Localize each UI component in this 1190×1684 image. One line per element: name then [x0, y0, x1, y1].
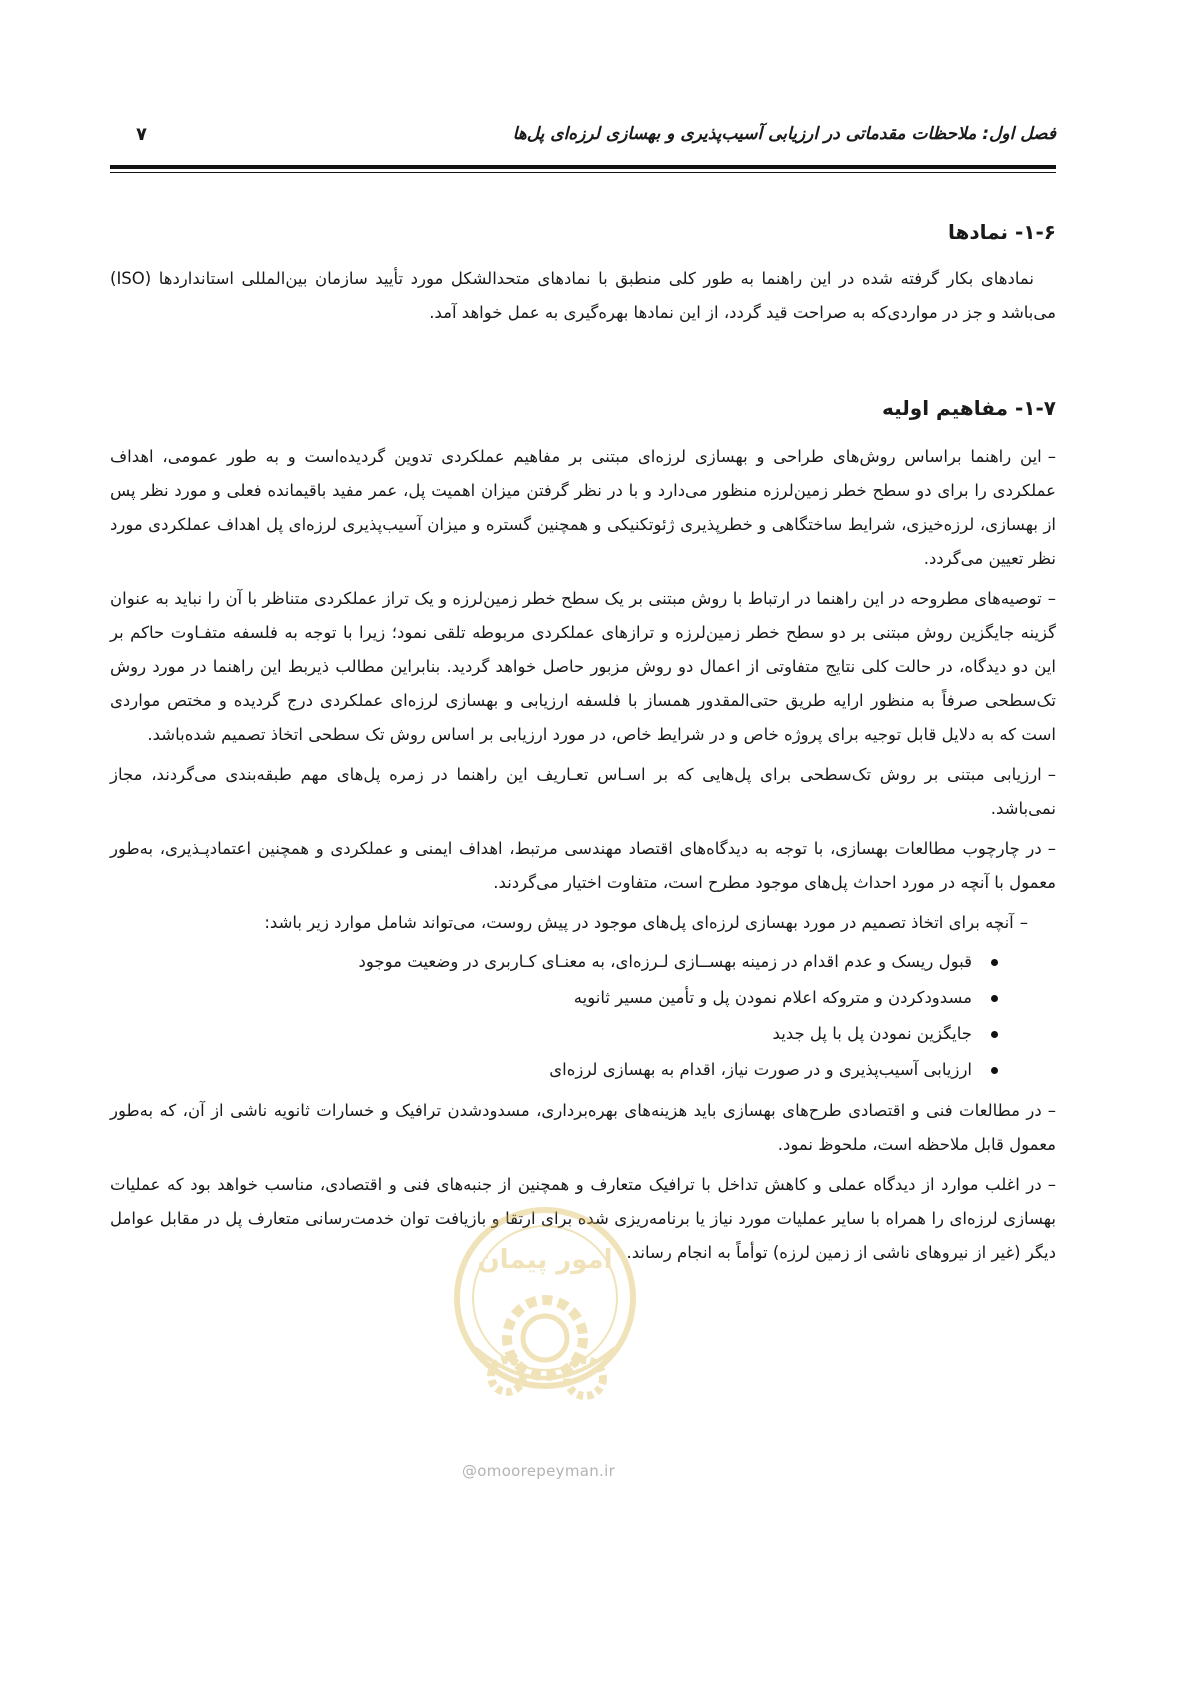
- dash-marker: –: [1047, 1101, 1056, 1120]
- list-item: [110, 980, 998, 1016]
- dash-marker: –: [1019, 913, 1028, 932]
- bullet-dot-icon: [991, 995, 998, 1002]
- paragraph-text: در مطالعات فنی و اقتصادی طرح‌های بهسازی باید هزینه‌های بهره‌برداری، مسدودشدن ترافیک و خسارات ثانویه ناشی از آن، که به‌طور معمول قابل ملاحظه است، ملحوظ نمود.: [110, 1101, 1056, 1154]
- paragraph-performance-objectives: [110, 440, 1056, 576]
- list-item: [110, 1052, 998, 1088]
- dash-marker: –: [1047, 765, 1056, 784]
- paragraph-important-bridges: [110, 758, 1056, 826]
- paragraph-text: در اغلب موارد از دیدگاه عملی و کاهش تداخل با ترافیک متعارف و همچنین از جنبه‌های فنی و اقتصادی، مناسب خواهد بود که عملیات بهسازی لرزه‌ای را همراه با سایر عملیات مورد نیاز یا برنامه‌ریزی شده برای ارتقا و بازیافت توان خدمت‌رسانی متعارف پل در مقابل عوامل دیگر (غیر از نیروهای ناشی از زمین لرزه) توأماً به انجام رساند.: [110, 1175, 1056, 1262]
- paragraph-text: در چارچوب مطالعات بهسازی، با توجه به دیدگاه‌های اقتصاد مهندسی مرتبط، اهداف ایمنی و عملکردی و همچنین اعتمادپـذیری، به‌طور معمول با آنچه در مورد احداث پل‌های موجود مطرح است، متفاوت اختیار می‌گردند.: [110, 839, 1056, 892]
- bullet-dot-icon: [991, 1031, 998, 1038]
- list-item-text: مسدودکردن و متروکه اعلام نمودن پل و تأمین مسیر ثانویه: [573, 988, 972, 1007]
- watermark-url: @omoorepeyman.ir: [462, 1462, 616, 1480]
- header-title: فصل اول: ملاحظات مقدماتی در ارزیابی آسیب‌پذیری و بهسازی لرزه‌ای پل‌ها: [512, 124, 1056, 144]
- dash-marker: –: [1047, 839, 1056, 858]
- paragraph-single-level-method: [110, 582, 1056, 752]
- header-rule-thin: [110, 172, 1056, 173]
- list-item-text: ارزیابی آسیب‌پذیری و در صورت نیاز، اقدام به بهسازی لرزه‌ای: [549, 1060, 972, 1079]
- list-item: [110, 1016, 998, 1052]
- watermark-seal-text: امور پیمان: [477, 1245, 613, 1275]
- paragraph-text: این راهنما براساس روش‌های طراحی و بهسازی لرزه‌ای مبتنی بر مفاهیم عملکردی تدوین گردیده‌است و به طور عمومی، اهداف عملکردی را برای دو سطح خطر زمین‌لرزه منظور می‌دارد و با در نظر گرفتن میزان اهمیت پل، عمر مفید باقیمانده فعلی و مورد نظر پس از بهسازی، لرزه‌خیزی، شرایط ساختگاهی و خطرپذیری ژئوتکنیکی و همچنین گستره و میزان آسیب‌پذیری لرزه‌ای پل اهداف عملکردی مورد نظر تعیین می‌گردد.: [110, 447, 1056, 568]
- section-heading-concepts: ۱-۷- مفاهیم اولیه: [881, 396, 1056, 420]
- section-heading-symbols: ۱-۶- نمادها: [947, 220, 1056, 244]
- page-number: ۷: [136, 124, 147, 145]
- body-text: [110, 212, 1056, 1270]
- list-introduction: [110, 906, 1056, 940]
- running-header: [110, 124, 1056, 154]
- paragraph-text: ارزیابی مبتنی بر روش تک‌سطحی برای پل‌هایی که بر اسـاس تعـاریف این راهنما در زمره پل‌های مهم طبقه‌بندی می‌گردند، مجاز نمی‌باشد.: [110, 765, 1056, 818]
- document-page: [110, 0, 1056, 1684]
- dash-marker: –: [1047, 589, 1056, 608]
- bullet-dot-icon: [991, 1067, 998, 1074]
- decision-options-list: [110, 944, 1056, 1088]
- list-item-text: قبول ریسک و عدم اقدام در زمینه بهســازی لـرزه‌ای، به معنـای کـاربری در وضعیت موجود: [358, 952, 972, 971]
- list-item: [110, 944, 998, 980]
- paragraph-text: آنچه برای اتخاذ تصمیم در مورد بهسازی لرزه‌ای پل‌های موجود در پیش روست، می‌تواند شامل موارد زیر باشد:: [264, 913, 1014, 932]
- paragraph-retrofit-framework: [110, 832, 1056, 900]
- header-rule-thick: [110, 165, 1056, 169]
- paragraph-economic-studies: [110, 1094, 1056, 1162]
- bullet-dot-icon: [991, 959, 998, 966]
- paragraph-text: توصیه‌های مطروحه در این راهنما در ارتباط با روش مبتنی بر یک سطح خطر زمین‌لرزه و یک تراز عملکردی متناظر با آن را نباید به عنوان گزینه جایگزین روش مبتنی بر دو سطح خطر زمین‌لرزه و ترازهای عملکردی مربوطه تلقی نمود؛ زیرا با توجه به فلسفه متفـاوت حاکم بر این دو دیدگاه، در حالت کلی نتایج متفاوتی از اعمال دو روش مزبور حاصل خواهد گردید. بنابراین مطالب ذیربط این راهنما در مورد روش تک‌سطحی صرفاً به منظور ارایه طریق حتی‌المقدور همساز با فلسفه ارزیابی و بهسازی لرزه‌ای عملکردی درج گردیده و مختص مواردی است که به دلایل قابل توجیه برای پروژه خاص و در شرایط خاص، در مورد ارزیابی بر اساس روش تک سطحی اتخاذ تصمیم شده‌باشد.: [110, 589, 1056, 744]
- list-item-text: جایگزین نمودن پل با پل جدید: [772, 1024, 972, 1043]
- paragraph-symbols: نمادهای بکار گرفته شده در این راهنما به طور کلی منطبق با نمادهای متحدالشکل مورد تأیید سازمان بین‌المللی استانداردها (ISO) می‌باشد و جز در مواردی‌که به صراحت قید گردد، از این نمادها بهره‌گیری به عمل خواهد آمد.: [110, 269, 1056, 322]
- paragraph-combined-operations: [110, 1168, 1056, 1270]
- dash-marker: –: [1047, 447, 1056, 466]
- dash-marker: –: [1047, 1175, 1056, 1194]
